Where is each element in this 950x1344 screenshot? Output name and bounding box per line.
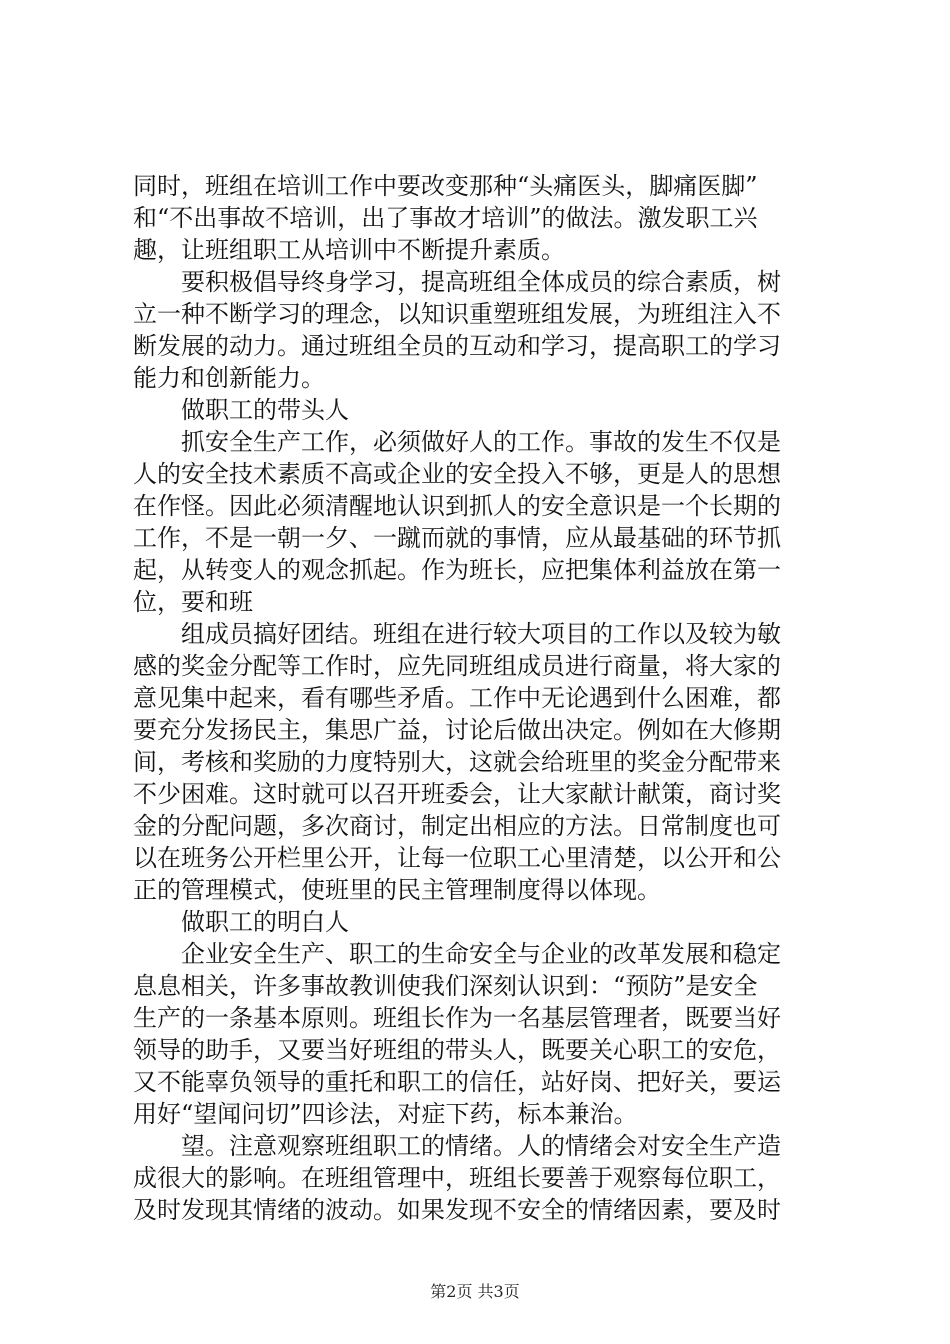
text-line: 能力和创新能力。: [133, 364, 325, 392]
text-line: 用好“望闻问切”四诊法，对症下药，标本兼治。: [133, 1100, 638, 1128]
text-line: 正的管理模式，使班里的民主管理制度得以体现。: [133, 876, 661, 904]
text-line: 以在班务公开栏里公开，让每一位职工心里清楚，以公开和公: [133, 844, 781, 872]
text-line: 生产的一条基本原则。班组长作为一名基层管理者，既要当好: [133, 1004, 781, 1032]
document-body: [133, 170, 833, 1226]
text-line: 不少困难。这时就可以召开班委会，让大家献计献策，商讨奖: [133, 780, 781, 808]
paragraph-first-line: 企业安全生产、职工的生命安全与企业的改革发展和稳定: [181, 940, 781, 968]
text-line: 同时，班组在培训工作中要改变那种“头痛医头，脚痛医脚”: [133, 172, 758, 200]
text-line: 在作怪。因此必须清醒地认识到抓人的安全意识是一个长期的: [133, 492, 781, 520]
text-line: 金的分配问题，多次商讨，制定出相应的方法。日常制度也可: [133, 812, 781, 840]
text-line: 成很大的影响。在班组管理中，班组长要善于观察每位职工，: [133, 1164, 781, 1192]
text-line: 意见集中起来，看有哪些矛盾。工作中无论遇到什么困难，都: [133, 684, 781, 712]
paragraph-first-line: 望。注意观察班组职工的情绪。人的情绪会对安全生产造: [181, 1132, 781, 1160]
paragraph-first-line: 要积极倡导终身学习，提高班组全体成员的综合素质，树: [181, 268, 781, 296]
text-line: 及时发现其情绪的波动。如果发现不安全的情绪因素，要及时: [133, 1196, 781, 1224]
text-line: 人的安全技术素质不高或企业的安全投入不够，更是人的思想: [133, 460, 781, 488]
text-line: 间，考核和奖励的力度特别大，这就会给班里的奖金分配带来: [133, 748, 781, 776]
paragraph-first-line: 做职工的带头人: [181, 396, 349, 424]
text-line: 趣，让班组职工从培训中不断提升素质。: [133, 236, 565, 264]
text-line: 起，从转变人的观念抓起。作为班长，应把集体利益放在第一: [133, 556, 781, 584]
text-line: 要充分发扬民主，集思广益，讨论后做出决定。例如在大修期: [133, 716, 781, 744]
text-line: 和“不出事故不培训，出了事故才培训”的做法。激发职工兴: [133, 204, 758, 232]
text-line: 又不能辜负领导的重托和职工的信任，站好岗、把好关，要运: [133, 1068, 781, 1096]
text-line: 领导的助手，又要当好班组的带头人，既要关心职工的安危，: [133, 1036, 781, 1064]
text-line: 断发展的动力。通过班组全员的互动和学习，提高职工的学习: [133, 332, 781, 360]
page-footer: 第2页 共3页: [430, 1282, 520, 1301]
text-line: 立一种不断学习的理念，以知识重塑班组发展，为班组注入不: [133, 300, 781, 328]
paragraph-first-line: 组成员搞好团结。班组在进行较大项目的工作以及较为敏: [181, 620, 781, 648]
paragraph-first-line: 做职工的明白人: [181, 908, 349, 936]
text-line: 感的奖金分配等工作时，应先同班组成员进行商量，将大家的: [133, 652, 781, 680]
text-line: 位，要和班: [133, 588, 253, 616]
paragraph-first-line: 抓安全生产工作，必须做好人的工作。事故的发生不仅是: [181, 428, 781, 456]
text-line: 工作，不是一朝一夕、一蹴而就的事情，应从最基础的环节抓: [133, 524, 781, 552]
text-line: 息息相关，许多事故教训使我们深刻认识到：“预防”是安全: [133, 972, 758, 1000]
